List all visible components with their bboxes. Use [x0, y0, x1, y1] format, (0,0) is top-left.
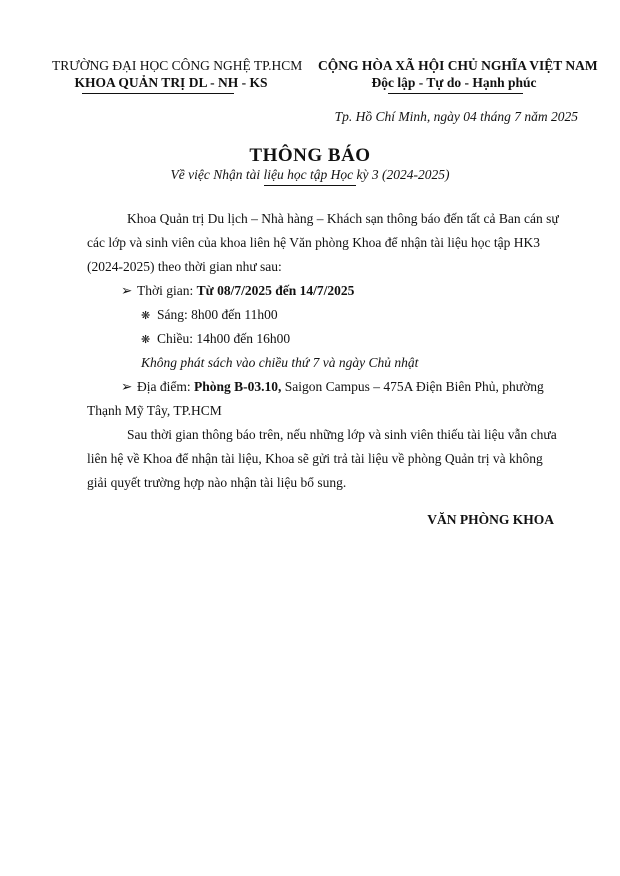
place-item [121, 379, 544, 395]
faculty-underline [82, 93, 234, 94]
intro-line-3: (2024-2025) theo thời gian như sau: [87, 259, 282, 274]
time-item [121, 283, 354, 299]
closing-line-1: Sau thời gian thông báo trên, nếu những lớp và sinh viên thiếu tài liệu vẫn chưa [127, 427, 557, 442]
university-name: TRƯỜNG ĐẠI HỌC CÔNG NGHỆ TP.HCM [52, 58, 303, 73]
place-label: Địa điểm: [137, 379, 194, 394]
morning-item [141, 307, 278, 323]
place-room: Phòng B-03.10, [194, 379, 282, 394]
signature-office: VĂN PHÒNG KHOA [427, 512, 554, 527]
intro-line-1: Khoa Quản trị Du lịch – Nhà hàng – Khách sạn thông báo đến tất cả Ban cán sự [127, 211, 559, 226]
place-line-2: Thạnh Mỹ Tây, TP.HCM [87, 403, 222, 418]
closing-line-3: giải quyết trường hợp nào nhận tài liệu bổ sung. [87, 475, 347, 490]
date-line: Tp. Hồ Chí Minh, ngày 04 tháng 7 năm 2025 [334, 109, 578, 124]
time-label: Thời gian: [137, 283, 197, 298]
afternoon-item [141, 331, 290, 347]
star-bullet-icon: ❋ [141, 310, 151, 322]
place-rest: Saigon Campus – 475A Điện Biên Phủ, phường [281, 379, 544, 394]
intro-line-2: các lớp và sinh viên của khoa liên hệ Văn phòng Khoa để nhận tài liệu học tập HK3 [87, 235, 541, 250]
weekend-note: Không phát sách vào chiều thứ 7 và ngày Chủ nhật [141, 355, 419, 370]
notice-subject: Về việc Nhận tài liệu học tập Học kỳ 3 (2024-2025) [170, 167, 450, 182]
nation-name: CỘNG HÒA XÃ HỘI CHỦ NGHĨA VIỆT NAM [318, 58, 598, 73]
afternoon-text: Chiều: 14h00 đến 16h00 [157, 331, 291, 346]
page-title: THÔNG BÁO [249, 145, 371, 166]
motto-underline [388, 93, 523, 94]
closing-line-2: liên hệ về Khoa để nhận tài liệu, Khoa sẽ gửi trả tài liệu về phòng Quản trị và không [87, 451, 543, 466]
faculty-name: KHOA QUẢN TRỊ DL - NH - KS [74, 75, 268, 90]
motto: Độc lập - Tự do - Hạnh phúc [371, 75, 537, 90]
time-value: Từ 08/7/2025 đến 14/7/2025 [196, 283, 355, 298]
arrow-bullet-icon: ➢ [121, 379, 133, 394]
star-bullet-icon: ❋ [141, 334, 151, 346]
arrow-bullet-icon: ➢ [121, 283, 133, 298]
morning-text: Sáng: 8h00 đến 11h00 [157, 307, 278, 322]
subject-underline [264, 185, 356, 186]
